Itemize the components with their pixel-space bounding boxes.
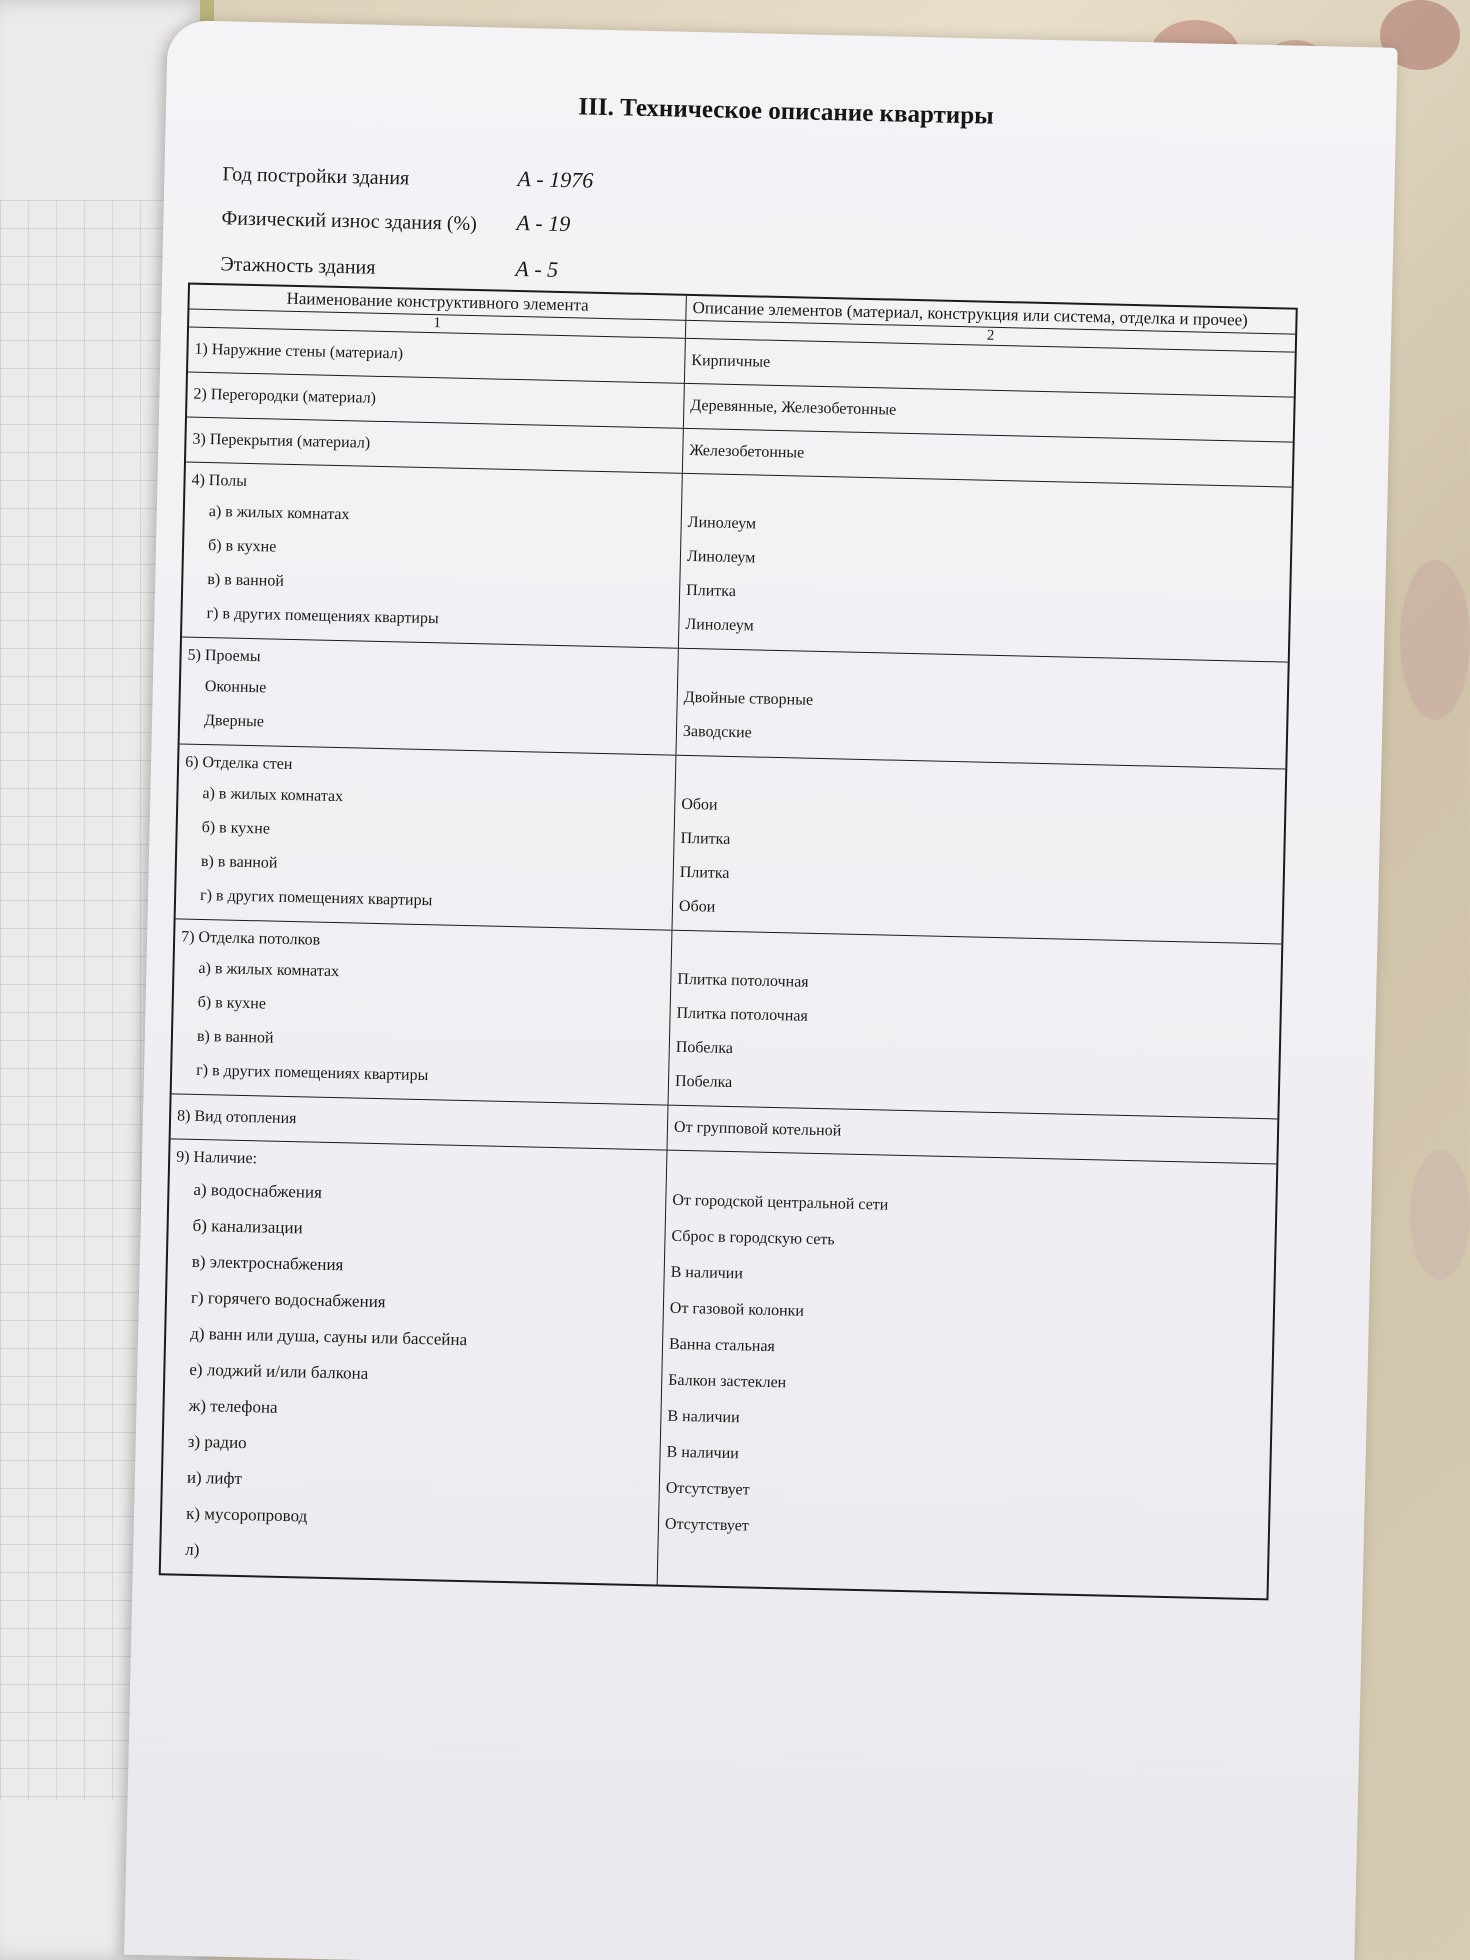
sub-value: Плитка	[679, 863, 730, 882]
sub-value: Ванна стальная	[668, 1335, 776, 1356]
sub-value: Линолеум	[685, 615, 754, 635]
sub-value: Отсутствует	[665, 1479, 750, 1499]
sub-label: б) канализации	[192, 1215, 303, 1238]
row-label-group	[172, 919, 673, 1104]
values-list	[665, 1183, 1270, 1556]
fabric-flower	[1410, 1150, 1470, 1280]
document-page-wrap	[124, 20, 1398, 1960]
sub-label: и) лифт	[186, 1467, 243, 1489]
row-label-group	[161, 1139, 668, 1584]
row-label: 3) Перекрытия (материал)	[186, 418, 684, 473]
header-num2: 2	[986, 327, 995, 344]
sub-value: От газовой колонки	[669, 1299, 805, 1320]
row-label: 8) Вид отопления	[171, 1094, 669, 1149]
sub-label: г) в других помещениях квартиры	[199, 886, 433, 910]
row-value-group	[658, 1151, 1277, 1599]
sub-value: Побелка	[675, 1038, 734, 1058]
sub-label: г) в других помещениях квартиры	[206, 605, 439, 628]
sub-value: В наличии	[667, 1407, 740, 1427]
sub-label: з) радио	[187, 1431, 247, 1453]
row-value: Железобетонные	[689, 441, 805, 462]
sub-value: Заводские	[682, 722, 752, 742]
sub-label: к) мусоропровод	[185, 1503, 308, 1526]
sub-value: Балкон застеклен	[668, 1371, 787, 1392]
sub-value: Сброс в городскую сеть	[671, 1227, 835, 1249]
row-value: Кирпичные	[691, 351, 771, 371]
row-value-group	[669, 931, 1282, 1119]
sub-value: В наличии	[666, 1443, 740, 1463]
sub-label: а) в жилых комнатах	[198, 959, 340, 981]
sub-value: Отсутствует	[664, 1515, 749, 1535]
info-value: А - 1976	[517, 165, 594, 193]
sub-value: Обои	[678, 897, 716, 916]
header-col1: Наименование конструктивного элемента	[189, 285, 686, 320]
row-value: От групповой котельной	[673, 1118, 842, 1140]
sub-value: Плитка потолочная	[677, 970, 809, 991]
row-label: 1) Наружние стены (материал)	[188, 328, 686, 383]
row-value-group	[672, 756, 1285, 944]
sub-value: Линолеум	[687, 513, 757, 533]
info-value: А - 5	[515, 255, 559, 282]
group-title: 9) Наличие:	[176, 1148, 258, 1168]
group-title: 6) Отделка стен	[184, 753, 293, 774]
row-value: Деревянные, Железобетонные	[690, 396, 897, 419]
technical-table	[159, 283, 1298, 1601]
row-value-group	[676, 649, 1287, 769]
sub-label: г) горячего водоснабжения	[190, 1287, 386, 1312]
sub-value: От городской центральной сети	[672, 1191, 889, 1214]
sub-label: а) в жилых комнатах	[208, 503, 350, 524]
info-row-floors	[220, 253, 559, 283]
table-row-floors	[182, 463, 1292, 663]
info-row-wear	[221, 207, 571, 237]
group-title: 4) Полы	[191, 471, 248, 490]
table-row-ceiling-finish	[172, 919, 1282, 1119]
info-value: А - 19	[516, 209, 571, 237]
row-label-group	[182, 463, 683, 648]
sub-label: в) в ванной	[207, 571, 285, 590]
sub-value: Линолеум	[686, 547, 756, 567]
sub-label: е) лоджий и/или балкона	[189, 1359, 369, 1383]
table-row-availability	[161, 1139, 1277, 1598]
sub-value: В наличии	[670, 1263, 744, 1283]
info-row-build-year	[222, 163, 594, 193]
document-page	[124, 20, 1398, 1960]
sub-value: Плитка	[685, 581, 737, 601]
values-list	[683, 681, 1281, 763]
sub-value: Двойные створные	[683, 688, 814, 709]
sub-label: а) в жилых комнатах	[202, 784, 344, 806]
sub-label: л)	[185, 1539, 200, 1560]
header-num1: 1	[189, 310, 686, 338]
sub-label: д) ванн или душа, сауны или бассейна	[189, 1323, 468, 1350]
group-title: 5) Проемы	[187, 646, 261, 666]
sub-value: Побелка	[674, 1072, 733, 1092]
sub-label: г) в других помещениях квартиры	[195, 1061, 429, 1085]
values-list	[679, 788, 1279, 938]
group-title: 7) Отделка потолков	[181, 928, 321, 949]
sub-label: б) в кухне	[201, 818, 271, 838]
document-title: III. Техническое описание квартиры	[578, 93, 994, 130]
fabric-flower	[1400, 560, 1470, 720]
sub-label: Оконные	[204, 678, 267, 697]
sub-label: в) электроснабжения	[191, 1251, 344, 1275]
sub-label: а) водоснабжения	[193, 1179, 323, 1202]
info-label: Этажность здания	[220, 253, 376, 279]
row-label-group	[180, 637, 679, 754]
sub-value: Плитка	[680, 829, 731, 848]
sub-label: ж) телефона	[188, 1395, 278, 1417]
values-list	[675, 963, 1275, 1113]
row-label-group	[176, 744, 677, 929]
sub-label: в) в ванной	[200, 852, 278, 872]
sub-label: Дверные	[203, 712, 265, 731]
header-col2: Описание элементов (материал, конструкция или система, отделка и прочее)	[692, 297, 1249, 330]
sub-label: в) в ванной	[196, 1027, 274, 1047]
sub-value: Плитка потолочная	[676, 1004, 809, 1025]
table-row-wall-finish	[176, 744, 1286, 944]
sub-label: б) в кухне	[197, 993, 267, 1013]
row-label: 2) Перегородки (материал)	[187, 373, 685, 428]
info-label: Год постройки здания	[222, 163, 410, 190]
info-label: Физический износ здания (%)	[221, 207, 478, 236]
row-value-group	[679, 474, 1292, 662]
values-list	[685, 506, 1285, 656]
sub-value: Обои	[681, 795, 718, 814]
sub-label: б) в кухне	[207, 537, 277, 556]
